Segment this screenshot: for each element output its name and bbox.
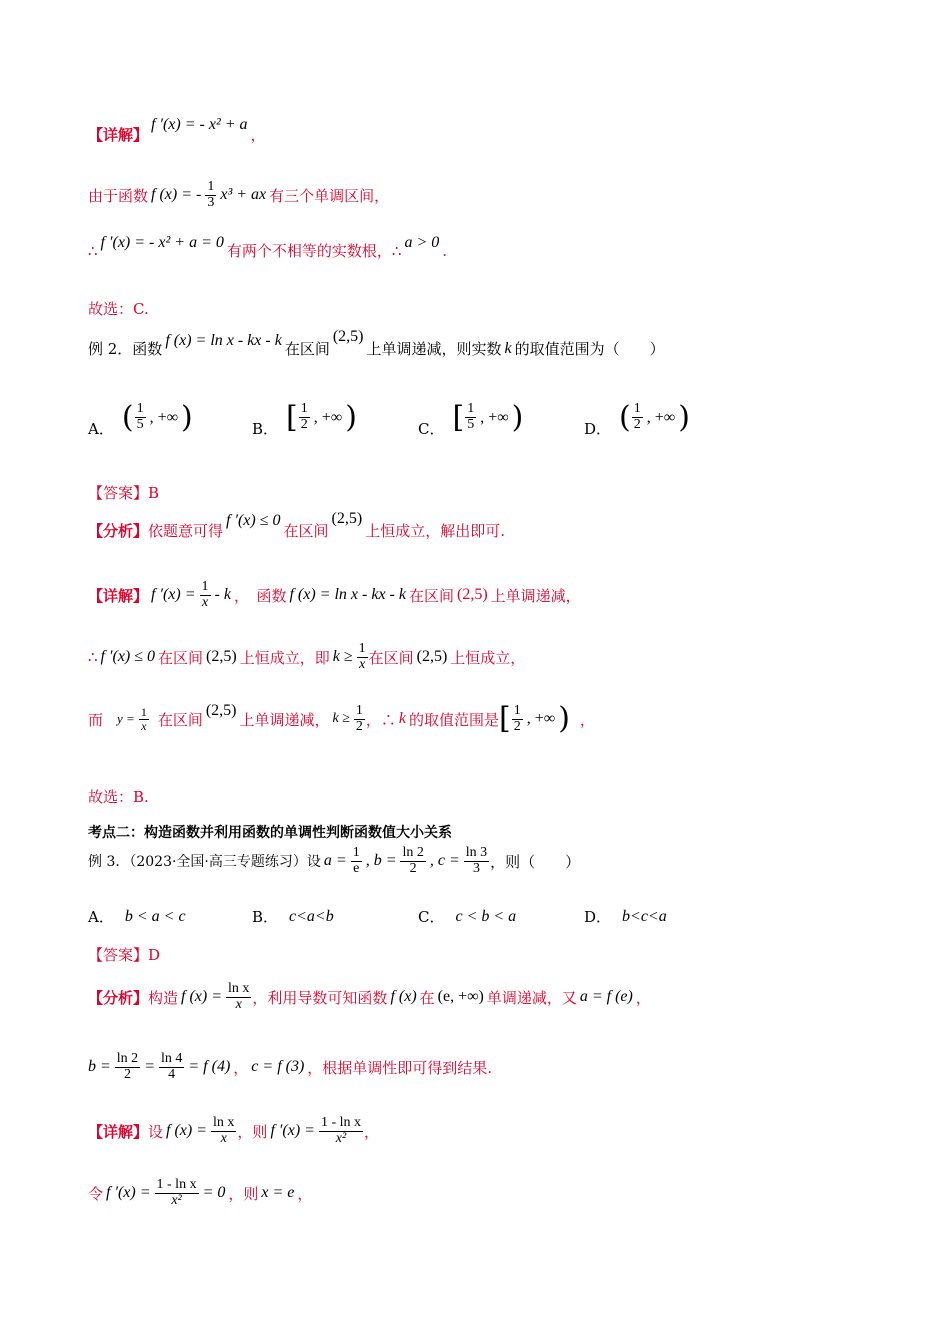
variable: k — [398, 710, 407, 728]
choice-text: 故选：C. — [88, 300, 149, 318]
text: ， 函数 — [233, 586, 287, 605]
formula: y = — [117, 711, 135, 727]
detail-tag: 【详解】 — [88, 1122, 149, 1141]
option-a[interactable]: A． ( $\frac{1}{5}$ , +∞ ) — [88, 399, 193, 438]
fraction: $\frac{\ln 4}{4}$ — [160, 1051, 183, 1082]
explanation-line-18 — [88, 1052, 870, 1082]
text: 在区间 — [157, 710, 203, 729]
fraction: $\frac{\ln 3}{3}$ — [465, 845, 488, 876]
explanation-line-10: 而 y = $\frac{1}{x}$ 在区间 (2,5) 上单调递减， k ≥ $\frac{1}{2}$ ，∴ k 的取值范围是 [ $\frac{1}{2}$ , +∞ ) ， — [88, 701, 595, 737]
text: 上单调递减， — [239, 710, 330, 729]
formula: f ′(x) = - x² + a — [151, 115, 248, 133]
text: 而 — [88, 710, 104, 729]
formula: f (x) — [390, 988, 417, 1006]
interval: (2,5) — [457, 586, 488, 604]
text: ，则 — [228, 1184, 259, 1203]
text: 依题意可得 — [148, 522, 224, 540]
fraction: $\frac{\ln 2}{2}$ — [116, 1051, 139, 1082]
therefore-symbol: ∴ — [391, 241, 402, 260]
text: 上单调递减，则实数 — [366, 340, 502, 358]
answer-line-3 — [88, 944, 870, 965]
example-2-question — [88, 327, 870, 359]
text: 在区间 — [408, 586, 454, 605]
formula: a = f (e) — [579, 988, 633, 1006]
text: 的取值范围是 — [409, 710, 500, 729]
formula: a = — [323, 852, 347, 870]
example-3-question — [88, 846, 870, 876]
text: 在区间 — [158, 648, 204, 667]
therefore-symbol: ∴ — [88, 241, 98, 260]
interval: (2,5) — [416, 648, 448, 666]
formula: f (x) = ln x - kx - k — [289, 586, 406, 604]
interval: (2,5) — [332, 327, 364, 345]
detail-tag: 【详解】 — [88, 586, 149, 605]
fraction: $\frac{1}{x}$ — [140, 705, 147, 733]
explanation-line-20 — [88, 1178, 870, 1208]
text: ，根据单调性即可得到结果. — [307, 1058, 493, 1077]
fraction: $\frac{1}{2}$ — [355, 703, 363, 734]
fraction: $\frac{1}{x}$ — [358, 641, 366, 672]
formula: x = e — [261, 1184, 295, 1202]
text: 有两个不相等的实数根， — [226, 242, 392, 260]
punctuation: ， — [364, 1122, 380, 1141]
fraction: $\frac{\ln 2}{2}$ — [402, 845, 424, 876]
fraction: $\frac{\text{ln x}}{x}$ — [228, 981, 250, 1012]
text: 在区间 — [284, 340, 330, 358]
text: ，则 — [237, 1122, 268, 1141]
formula: b = — [88, 1058, 111, 1076]
text: 构造 — [148, 988, 179, 1007]
fraction: $\frac{1}{3}$ — [207, 179, 215, 210]
formula: f (x) = — [166, 1122, 208, 1140]
text: 单调递减，又 — [486, 988, 577, 1007]
text: 上恒成立，即 — [239, 648, 330, 667]
fraction: $\frac{\text{1 - ln x}}{\text{x²}}$ — [156, 1177, 197, 1208]
choice-line-2 — [88, 786, 870, 807]
explanation-line-9 — [88, 642, 870, 672]
section-heading — [88, 822, 870, 842]
formula: k ≥ — [332, 648, 353, 666]
interval: (2,5) — [205, 702, 237, 720]
text: 有三个单调区间， — [269, 186, 390, 205]
explanation-line-2 — [88, 180, 870, 210]
formula: , b = — [365, 852, 397, 870]
text: 设 — [148, 1122, 164, 1141]
punctuation: ， — [250, 126, 266, 144]
answer-line — [88, 482, 870, 503]
text: 由于函数 — [88, 186, 149, 205]
explanation-line-3 — [88, 233, 870, 261]
detail-tag: 【详解】 — [88, 126, 149, 144]
formula: = f (4) — [188, 1058, 231, 1076]
option-c[interactable]: C． [ $\frac{1}{5}$ , +∞ ) — [418, 399, 524, 438]
punctuation: ， — [297, 1184, 313, 1203]
fraction: $\frac{\text{ln x}}{x}$ — [213, 1115, 235, 1146]
punctuation: ， — [635, 988, 651, 1007]
text: ，∴ — [365, 710, 396, 729]
section-title: 考点二：构造函数并利用函数的单调性判断函数值大小关系 — [88, 825, 452, 841]
formula: f ′(x) = — [106, 1184, 151, 1202]
formula: k ≥ — [332, 711, 350, 727]
interval: (2,5) — [331, 509, 363, 527]
option-a-ex3[interactable]: A． b < a < c — [88, 907, 186, 926]
formula: = 0 — [202, 1184, 226, 1202]
formula: f ′(x) ≤ 0 — [226, 511, 281, 529]
text: 在区间 — [283, 522, 329, 540]
text: 在 — [419, 988, 435, 1007]
option-letter: C． — [418, 420, 445, 438]
formula: f (x) = ln x - kx - k — [165, 331, 282, 349]
text: 令 — [88, 1184, 104, 1203]
punctuation: ， — [233, 1058, 249, 1077]
formula: c = f (3) — [251, 1058, 305, 1076]
detail-line-ex2 — [88, 580, 870, 610]
fraction: $\frac{\text{1 - ln x}}{\text{x²}}$ — [320, 1115, 361, 1146]
answer-text: 【答案】D — [88, 946, 161, 964]
fraction: $\frac{1}{e}$ — [352, 845, 360, 876]
option-letter: A． — [88, 420, 114, 438]
fraction: $\frac{1}{x}$ — [201, 579, 209, 610]
option-letter: D． — [584, 420, 612, 438]
choice-line — [88, 298, 870, 319]
therefore-symbol: ∴ — [88, 648, 98, 667]
detail-line-1 — [88, 115, 870, 145]
interval: (2,5) — [206, 648, 237, 666]
formula: f (x) = - — [151, 186, 202, 204]
formula: , c = — [429, 852, 460, 870]
text: ，则（ ） — [490, 852, 581, 871]
analysis-tag: 【分析】 — [88, 522, 149, 540]
option-c-ex3[interactable]: C． c < b < a — [418, 907, 517, 926]
analysis-line-3 — [88, 982, 870, 1012]
analysis-line — [88, 509, 870, 541]
option-b[interactable]: B． [ $\frac{1}{2}$ , +∞ ) — [252, 399, 357, 438]
choice-text: 故选：B. — [88, 788, 149, 806]
infinity: , +∞ — [526, 710, 556, 728]
text: ，利用导数可知函数 — [252, 988, 388, 1007]
formula: f ′(x) = - x² + a = 0 — [100, 233, 224, 251]
formula: f ′(x) ≤ 0 — [100, 648, 156, 666]
formula: x³ + ax — [220, 186, 267, 204]
option-b-ex3[interactable]: B． c<a<b — [252, 907, 334, 926]
analysis-tag: 【分析】 — [88, 988, 149, 1007]
text: 上单调递减， — [490, 586, 581, 605]
formula: f ′(x) = — [151, 586, 196, 604]
option-letter: B． — [252, 420, 279, 438]
option-d-ex3[interactable]: D． b<c<a — [584, 907, 667, 926]
option-d[interactable]: D． ( $\frac{1}{2}$ , +∞ ) — [584, 399, 690, 438]
formula: - k — [214, 586, 231, 604]
equals: = — [144, 1058, 155, 1076]
variable: k — [504, 339, 512, 357]
formula: f ′(x) = — [270, 1122, 315, 1140]
punctuation: ， — [579, 710, 595, 729]
fraction: $\frac{1}{2}$ — [513, 703, 521, 734]
answer-text: 【答案】B — [88, 484, 160, 502]
formula: a > 0 — [404, 233, 440, 251]
text: 上恒成立， — [450, 648, 526, 667]
formula: f (x) = — [181, 988, 223, 1006]
text: 上恒成立，解出即可. — [365, 522, 505, 540]
text: 的取值范围为（ ） — [514, 340, 665, 358]
punctuation: . — [442, 241, 448, 260]
text: 例 3．（2023·全国·高三专题练习）设 — [88, 854, 321, 871]
text: 在区间 — [368, 648, 414, 667]
interval: (e, +∞) — [437, 988, 484, 1006]
text: 例 2．函数 — [88, 340, 163, 358]
detail-line-ex3 — [88, 1116, 870, 1146]
